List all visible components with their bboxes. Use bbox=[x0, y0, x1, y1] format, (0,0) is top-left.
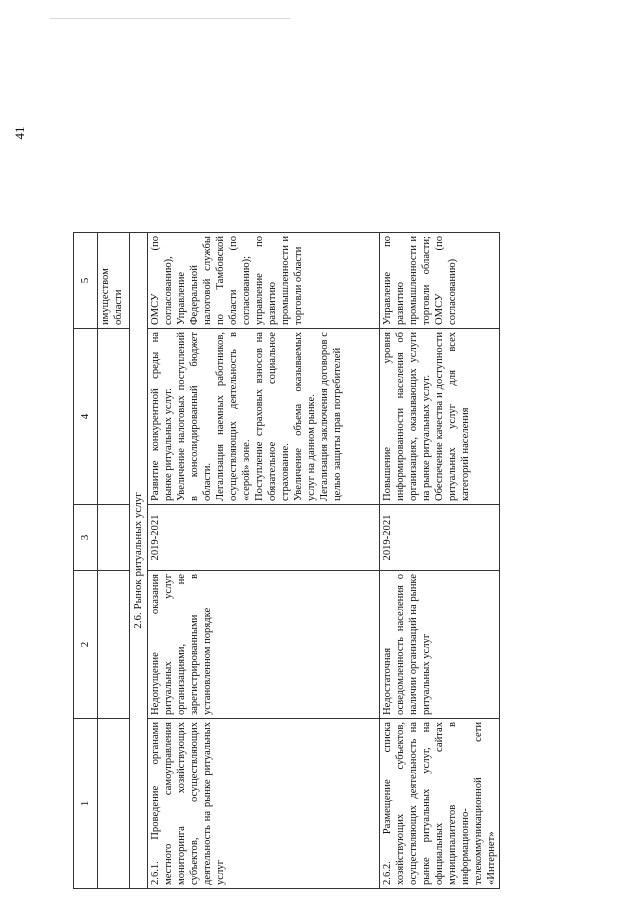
col-header-2: 2 bbox=[74, 571, 98, 719]
section-row bbox=[130, 233, 148, 889]
section-title: 2.6. Рынок ритуальных услуг bbox=[130, 233, 148, 889]
col-header-5: 5 bbox=[74, 233, 98, 329]
table-row bbox=[148, 233, 380, 889]
col-header-3: 3 bbox=[74, 505, 98, 571]
carry-over-row bbox=[98, 233, 130, 889]
result-item: Легализация заключения договоров с целью защиты прав потребителей bbox=[319, 332, 343, 501]
table-row bbox=[380, 233, 500, 889]
result-item: Повышение уровня информированности населения об организациях, оказывающих услуги на рынке ритуальных услуг. bbox=[382, 332, 432, 501]
period-cell: 2019-2021 bbox=[148, 505, 380, 571]
carry-over-cell: имуществом области bbox=[98, 233, 130, 329]
result-item: Увеличение объема оказываемых услуг на данном рынке. bbox=[293, 332, 317, 501]
col-header-4: 4 bbox=[74, 329, 98, 505]
result-item: Обеспечение качества и доступности ритуальных услуг для всех категорий населения bbox=[434, 332, 471, 501]
result-item: Развитие конкурентной среды на рынке ритуальных услуг. bbox=[150, 332, 174, 501]
responsible-cell: ОМСУ (по согласованию), Управление Федеральной налоговой службы по Тамбовской области (по согласованию); управление по развитию промышленности и торговли области bbox=[148, 233, 380, 329]
measure-cell: 2.6.2. Размещение списка хозяйствующих субъектов, осуществляющих деятельность на рынке ритуальных услуг, на официальных сайтах муниципалитетов в информационно-телекоммуникационной сети «Интернет» bbox=[380, 719, 500, 889]
measures-table bbox=[73, 232, 500, 889]
page-number: 41 bbox=[12, 126, 27, 140]
result-item: Поступление страховых взносов на обязательное социальное страхование. bbox=[254, 332, 291, 501]
result-item: Легализация наемных работников, осуществляющих деятельность в «серой» зоне. bbox=[215, 332, 252, 501]
result-cell bbox=[148, 329, 380, 505]
header-row bbox=[74, 233, 98, 889]
result-cell bbox=[380, 329, 500, 505]
measure-cell: 2.6.1. Проведение органами местного самоуправления мониторинга хозяйствующих субъектов, осуществляющих деятельность на рынке ритуальных услуг bbox=[148, 719, 380, 889]
result-item: Увеличение налоговых поступлений в консолидированный бюджет области. bbox=[176, 332, 213, 501]
problem-cell: Недостаточная осведомленность населения о наличии организаций на рынке ритуальных услуг bbox=[380, 571, 500, 719]
problem-cell: Недопущение оказания ритуальных услуг организациями, не зарегистрированными в установленном порядке bbox=[148, 571, 380, 719]
responsible-cell: Управление по развитию промышленности и торговли области; ОМСУ (по согласованию) bbox=[380, 233, 500, 329]
col-header-1: 1 bbox=[74, 719, 98, 889]
period-cell: 2019-2021 bbox=[380, 505, 500, 571]
